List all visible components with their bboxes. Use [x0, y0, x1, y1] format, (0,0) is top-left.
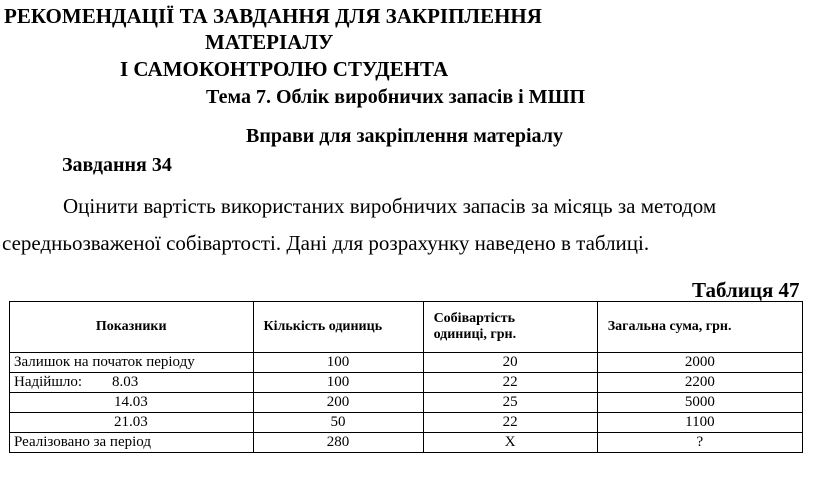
- header-unit-cost-line-2: одиниці, грн.: [433, 327, 517, 342]
- table-row: [10, 433, 803, 453]
- heading-line-3: І САМОКОНТРОЛЮ СТУДЕНТА: [120, 57, 449, 81]
- row-unit-cost: Х: [423, 433, 597, 453]
- row-qty: 100: [253, 353, 423, 373]
- table-row: [10, 393, 803, 413]
- row-label: 21.03: [10, 413, 254, 433]
- row-total: ?: [597, 433, 802, 453]
- table-number: Таблиця 47: [692, 278, 800, 302]
- heading-line-2: МАТЕРІАЛУ: [205, 30, 334, 54]
- table-row: [10, 413, 803, 433]
- task-title: Завдання 34: [62, 154, 172, 176]
- row-qty: 200: [253, 393, 423, 413]
- row-qty: 100: [253, 373, 423, 393]
- table-row: [10, 373, 803, 393]
- paragraph-line-2: середньозваженої собівартості. Дані для розрахунку наведено в таблиці.: [2, 231, 650, 255]
- row-label: Залишок на початок періоду: [10, 353, 254, 373]
- row-label: Реалізовано за період: [10, 433, 254, 453]
- row-total: 2200: [597, 373, 802, 393]
- row-date: 8.03: [112, 374, 139, 390]
- topic-title: Тема 7. Облік виробничих запасів і МШП: [206, 86, 586, 108]
- header-indicators: Показники: [10, 302, 254, 353]
- row-unit-cost: 22: [423, 373, 597, 393]
- row-total: 2000: [597, 353, 802, 373]
- heading-line-1: РЕКОМЕНДАЦІЇ ТА ЗАВДАННЯ ДЛЯ ЗАКРІПЛЕННЯ: [4, 4, 542, 28]
- header-quantity: Кількість одиниць: [253, 302, 423, 353]
- exercises-title: Вправи для закріплення матеріалу: [246, 125, 563, 147]
- row-total: 1100: [597, 413, 802, 433]
- row-unit-cost: 25: [423, 393, 597, 413]
- row-label: 14.03: [10, 393, 254, 413]
- row-qty: 280: [253, 433, 423, 453]
- header-unit-cost: [423, 302, 597, 353]
- row-qty: 50: [253, 413, 423, 433]
- data-table: [9, 301, 803, 453]
- table-row: [10, 353, 803, 373]
- row-unit-cost: 22: [423, 413, 597, 433]
- row-label-text: Надійшло:: [14, 374, 83, 390]
- paragraph-line-1: Оцінити вартість використаних виробничих запасів за місяць за методом: [63, 194, 717, 218]
- row-unit-cost: 20: [423, 353, 597, 373]
- row-total: 5000: [597, 393, 802, 413]
- row-label: [10, 373, 254, 393]
- header-unit-cost-line-1: Собівартість: [433, 311, 515, 326]
- table-header-row: [10, 302, 803, 353]
- header-total-sum: Загальна сума, грн.: [597, 302, 802, 353]
